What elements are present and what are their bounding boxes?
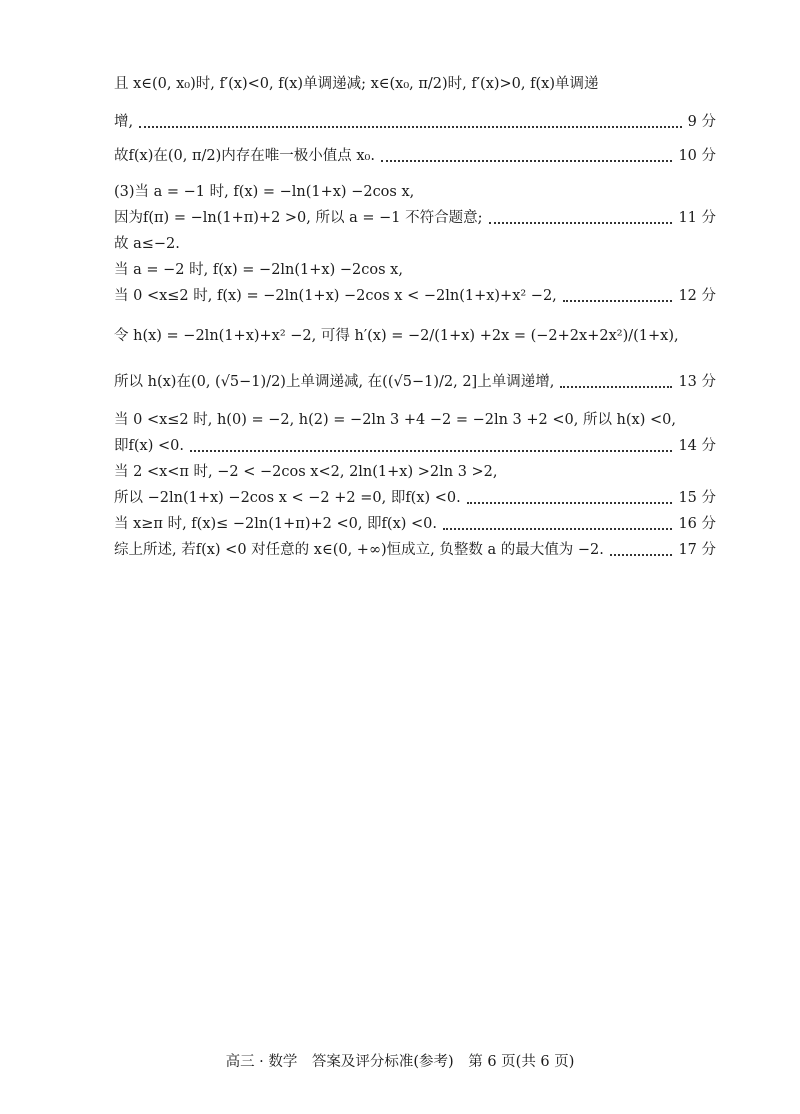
line-text: 当 0 <x≤2 时, h(0) = −2, h(2) = −2ln 3 +4 −2 = −2ln 3 +2 <0, 所以 h(x) <0, (114, 412, 676, 428)
line-text: 所以 h(x)在(0, (√5−1)/2)上单调递减, 在((√5−1)/2, 2]上单调递增, (114, 374, 555, 390)
line-text: 所以 −2ln(1+x) −2cos x < −2 +2 =0, 即f(x) <0. (114, 490, 461, 506)
line-text: 因为f(π) = −ln(1+π)+2 >0, 所以 a = −1 不符合题意; (114, 210, 483, 226)
line-text: 故f(x)在(0, π/2)内存在唯一极小值点 x₀. (114, 148, 375, 164)
line-text: 当 x≥π 时, f(x)≤ −2ln(1+π)+2 <0, 即f(x) <0. (114, 516, 438, 532)
solution-line (114, 260, 716, 280)
line-text: 且 x∈(0, x₀)时, f′(x)<0, f(x)单调递减; x∈(x₀, π/2)时, f′(x)>0, f(x)单调递 (114, 76, 599, 92)
solution-line (114, 208, 716, 228)
solution-line (114, 326, 716, 346)
dot-leader (381, 159, 672, 162)
line-text: 当 a = −2 时, f(x) = −2ln(1+x) −2cos x, (114, 262, 403, 278)
line-text: 当 2 <x<π 时, −2 < −2cos x<2, 2ln(1+x) >2ln 3 >2, (114, 464, 498, 480)
dot-leader (560, 385, 672, 388)
line-text: (3)当 a = −1 时, f(x) = −ln(1+x) −2cos x, (114, 184, 415, 200)
solution-line (114, 234, 716, 254)
line-text: 当 0 <x≤2 时, f(x) = −2ln(1+x) −2cos x < −2ln(1+x)+x² −2, (114, 288, 557, 304)
solution-line (114, 540, 716, 560)
solution-line (114, 514, 716, 534)
solution-line (114, 74, 716, 94)
solution-line (114, 286, 716, 306)
score-label: 11 分 (678, 210, 716, 226)
score-label: 15 分 (678, 490, 716, 506)
solution-line (114, 410, 716, 430)
score-label: 10 分 (678, 148, 716, 164)
score-label: 17 分 (678, 542, 716, 558)
score-label: 16 分 (678, 516, 716, 532)
solution-line (114, 462, 716, 482)
dot-leader (190, 449, 672, 452)
line-text: 综上所述, 若f(x) <0 对任意的 x∈(0, +∞)恒成立, 负整数 a 的最大值为 −2. (114, 542, 604, 558)
dot-leader (610, 553, 673, 556)
dot-leader (443, 527, 672, 530)
line-text: 令 h(x) = −2ln(1+x)+x² −2, 可得 h′(x) = −2/(1+x) +2x = (−2+2x+2x²)/(1+x), (114, 328, 679, 344)
line-text: 故 a≤−2. (114, 236, 180, 252)
line-text: 增, (114, 114, 134, 130)
page-footer: 高三 · 数学 答案及评分标准(参考) 第 6 页(共 6 页) (225, 1054, 575, 1070)
solution-line (114, 436, 716, 456)
dot-leader (489, 221, 673, 224)
score-label: 14 分 (678, 438, 716, 454)
dot-leader (467, 501, 673, 504)
solution-line (114, 112, 716, 132)
dot-leader (563, 299, 673, 302)
score-label: 9 分 (687, 114, 716, 130)
solution-line (114, 372, 716, 392)
dot-leader (139, 125, 682, 128)
solution-line (114, 146, 716, 166)
score-label: 13 分 (678, 374, 716, 390)
score-label: 12 分 (678, 288, 716, 304)
line-text: 即f(x) <0. (114, 438, 184, 454)
solution-line (114, 182, 716, 202)
solution-line (114, 488, 716, 508)
